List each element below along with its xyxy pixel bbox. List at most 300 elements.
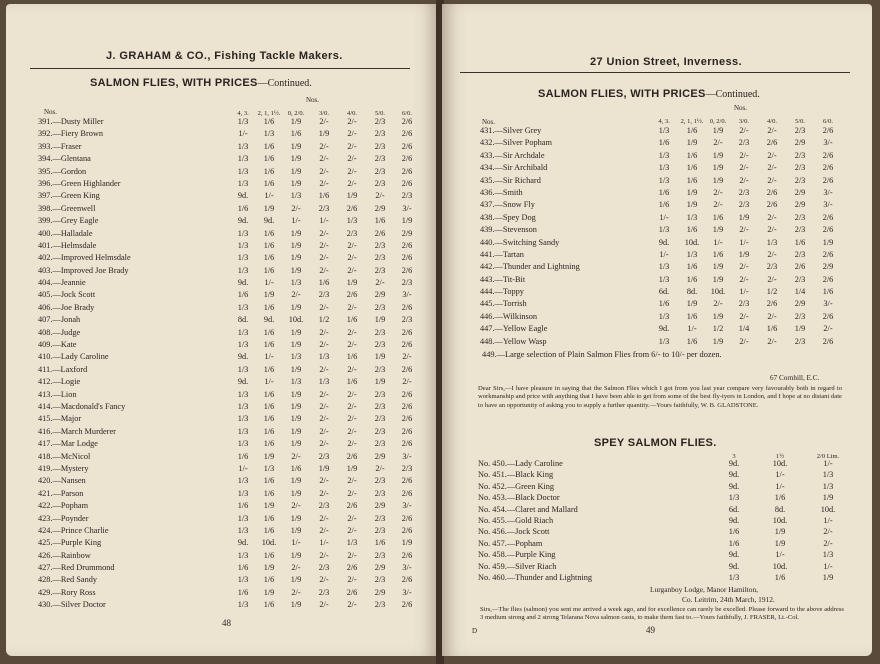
left-price-cell: 2/- [347, 141, 357, 151]
spey-price-cell: 1/3 [728, 493, 740, 503]
left-price-cell: 1/6 [263, 439, 275, 449]
left-price-cell: 1/6 [263, 327, 275, 337]
left-fly-title: —Mar Lodge [52, 439, 98, 449]
right-price-cell: 1/6 [712, 212, 724, 222]
spey-fly-name [478, 562, 556, 571]
right-price-cell: 1/9 [712, 163, 724, 173]
left-price-cell: 1/- [264, 191, 274, 201]
left-fly-number: 423. [38, 513, 53, 523]
right-fly-name [480, 200, 535, 209]
left-price-cell: 1/3 [237, 600, 249, 610]
table-row [480, 250, 872, 262]
spey-fly-number: No. 456. [478, 527, 507, 537]
left-nos-column-label: Nos. [44, 108, 58, 116]
right-section-title [538, 88, 760, 100]
right-fly-name [480, 312, 537, 321]
table-row [480, 126, 872, 138]
table-row [38, 266, 438, 278]
left-fly-number: 430. [38, 600, 53, 610]
left-price-cell: 2/3 [318, 587, 330, 597]
right-price-cell: 1/6 [712, 249, 724, 259]
right-fly-title: —Sir Richard [494, 175, 541, 185]
left-price-cell: 1/9 [290, 488, 302, 498]
left-price-cell: 2/- [319, 389, 329, 399]
left-price-cell: 1/3 [237, 265, 249, 275]
left-fly-title: —Jonah [52, 315, 81, 325]
left-price-cell: 2/3 [401, 463, 413, 473]
left-fly-number: 396. [38, 178, 53, 188]
right-fly-title: —Silver Grey [494, 126, 542, 135]
left-price-cell: 1/3 [290, 377, 302, 387]
left-price-cell: 2/3 [374, 401, 386, 411]
left-fly-title: —Improved Helmsdale [52, 253, 131, 263]
table-row [38, 328, 438, 340]
right-section-title-text: SALMON FLIES, WITH PRICES [538, 88, 706, 100]
left-price-cell: 1/3 [237, 439, 249, 449]
letter1-body: Dear Sirs,—I have pleasure in saying that the Salmon Flies which I got from you last year compare very favourably both in regard to workmanship and price with anything that I have been able to get from some of the best fly-tyers in London, and I hope at no distant date to have an opportunity of asking you to supply a further quantity.—Yours faithfully, W. B. GLADSTONE. [478, 385, 842, 409]
table-row [38, 315, 438, 327]
spey-price-cell: 1/- [823, 561, 833, 571]
left-fly-name [38, 266, 129, 275]
right-price-cell: 2/- [739, 336, 749, 346]
left-price-cell: 1/9 [346, 278, 358, 288]
left-fly-name [38, 452, 90, 461]
right-price-cell: 1/6 [658, 138, 670, 148]
letter2-address-line1: Lurganboy Lodge, Manor Hamilton, [650, 585, 759, 594]
left-price-cell: 1/3 [237, 488, 249, 498]
left-fly-name [38, 315, 80, 324]
right-fly-number: 437. [480, 200, 495, 210]
left-price-cell: 1/9 [290, 154, 302, 164]
left-price-cell: 1/6 [263, 265, 275, 275]
left-price-cell: 2/6 [401, 265, 413, 275]
left-size-header: 6/0. [402, 110, 412, 117]
left-price-cell: 2/3 [374, 525, 386, 535]
left-nos-group-label: Nos. [306, 96, 320, 104]
left-fly-name [38, 352, 109, 361]
spey-price-cell: 2/- [823, 538, 833, 548]
left-price-cell: 1/9 [263, 203, 275, 213]
left-price-cell: 1/9 [290, 414, 302, 424]
table-row [38, 154, 438, 166]
left-price-cell: 1/3 [237, 302, 249, 312]
table-row [38, 414, 438, 426]
left-price-cell: 2/- [347, 550, 357, 560]
left-price-cell: 2/- [347, 340, 357, 350]
left-price-cell: 1/6 [263, 117, 275, 126]
spey-fly-number: No. 460. [478, 572, 507, 582]
left-section-title [90, 77, 312, 89]
left-price-cell: 2/- [347, 439, 357, 449]
table-row [38, 167, 438, 179]
left-price-cell: 1/6 [263, 228, 275, 238]
table-row [478, 459, 870, 470]
right-price-cell: 1/6 [686, 262, 698, 272]
right-price-cell: 1/6 [794, 237, 806, 247]
spey-fly-title: —Purple King [506, 550, 556, 560]
left-fly-title: —March Murderer [52, 426, 116, 436]
right-fly-name [480, 337, 547, 346]
right-price-cell: 1/3 [658, 225, 670, 235]
left-fly-title: —Improved Joe Brady [52, 265, 129, 275]
left-price-cell: 3/- [402, 563, 412, 573]
spey-price-cell: 10d. [772, 515, 788, 525]
left-price-cell: 2/6 [401, 141, 413, 151]
right-price-cell: 1/- [659, 212, 669, 222]
right-price-cell: 1/9 [712, 311, 724, 321]
left-price-cell: 1/3 [263, 463, 275, 473]
left-price-cell: 2/3 [374, 154, 386, 164]
right-price-cell: 2/- [767, 225, 777, 235]
table-row [38, 439, 438, 451]
table-row [38, 402, 438, 414]
left-fly-name [38, 489, 83, 498]
left-price-cell: 2/3 [374, 265, 386, 275]
left-fly-title: —Silver Doctor [52, 600, 106, 610]
left-size-header: 4, 3. [237, 110, 249, 117]
left-price-cell: 1/3 [237, 513, 249, 523]
right-price-cell: 2/- [739, 126, 749, 135]
left-price-cell: 2/6 [401, 340, 413, 350]
left-page-number: 48 [222, 618, 231, 628]
right-price-cell: 1/3 [658, 336, 670, 346]
spey-fly-title: —Green King [506, 481, 555, 491]
left-price-cell: 2/- [347, 166, 357, 176]
spey-price-cell: 1/6 [728, 538, 740, 548]
left-price-cell: 2/- [319, 141, 329, 151]
spey-fly-title: —Claret and Mallard [506, 504, 578, 514]
table-row [478, 527, 870, 538]
left-price-cell: 2/6 [346, 290, 358, 300]
right-price-cell: 2/6 [822, 336, 834, 346]
right-price-cell: 1/9 [712, 126, 724, 135]
left-fly-number: 420. [38, 476, 53, 486]
right-price-cell: 1/- [659, 249, 669, 259]
right-price-cell: 2/- [823, 324, 833, 334]
left-price-cell: 1/9 [374, 377, 386, 387]
left-fly-name [38, 439, 98, 448]
right-price-cell: 2/3 [738, 299, 750, 309]
right-price-cell: 2/- [767, 175, 777, 185]
spey-title: SPEY SALMON FLIES. [594, 437, 717, 449]
left-fly-title: —Rainbow [52, 550, 91, 560]
left-price-cell: 1/9 [290, 228, 302, 238]
table-row [38, 290, 438, 302]
left-fly-title: —Jeannie [52, 278, 86, 288]
left-price-cell: 1/9 [318, 129, 330, 139]
table-row [38, 117, 438, 129]
left-price-cell: 1/9 [346, 463, 358, 473]
left-fly-number: 394. [38, 154, 53, 164]
left-fly-number: 407. [38, 315, 53, 325]
left-price-cell: 2/- [347, 426, 357, 436]
right-price-cell: 2/3 [794, 150, 806, 160]
right-nos-column-label: Nos. [482, 118, 496, 126]
left-price-cell: 1/3 [237, 253, 249, 263]
left-price-cell: 9d. [263, 315, 275, 325]
right-price-cell: 2/6 [822, 225, 834, 235]
left-price-cell: 1/6 [263, 488, 275, 498]
right-price-cell: 1/2 [766, 287, 778, 297]
right-price-cell: 2/- [713, 299, 723, 309]
table-row [38, 588, 438, 600]
right-price-cell: 2/6 [822, 249, 834, 259]
left-price-cell: 2/- [347, 253, 357, 263]
spey-fly-name [478, 459, 563, 468]
left-price-cell: 1/9 [374, 352, 386, 362]
left-price-cell: 2/9 [374, 587, 386, 597]
left-price-cell: 2/6 [401, 253, 413, 263]
right-price-cell: 1/3 [686, 249, 698, 259]
left-price-cell: 2/9 [374, 501, 386, 511]
right-fly-title: —Sir Archdale [494, 150, 545, 160]
spey-fly-title: —Gold Riach [506, 515, 554, 525]
table-row [480, 163, 872, 175]
right-price-cell: 2/6 [822, 126, 834, 135]
left-price-cell: 2/3 [374, 426, 386, 436]
right-price-cell: 1/9 [712, 175, 724, 185]
left-price-cell: 1/6 [263, 476, 275, 486]
left-fly-name [38, 216, 98, 225]
right-price-cell: 1/9 [794, 324, 806, 334]
left-price-cell: 1/6 [290, 129, 302, 139]
signature-mark: D [472, 627, 478, 635]
left-price-cell: 2/- [347, 154, 357, 164]
table-row [38, 303, 438, 315]
left-fly-title: —Green King [52, 191, 100, 201]
left-price-cell: 2/3 [318, 451, 330, 461]
table-row [38, 600, 438, 612]
left-price-cell: 1/9 [290, 340, 302, 350]
table-row [478, 493, 870, 504]
spey-price-cell: 1/9 [822, 493, 834, 503]
spey-price-cell: 1/- [775, 481, 785, 491]
left-price-cell: 1/6 [263, 525, 275, 535]
left-price-cell: 2/6 [346, 501, 358, 511]
left-fly-title: —Joe Brady [52, 302, 95, 312]
left-fly-name [38, 575, 97, 584]
spey-fly-name [478, 505, 578, 514]
right-price-cell: 2/9 [794, 138, 806, 148]
right-price-cell: 1/9 [822, 237, 834, 247]
right-price-cell: 1/3 [658, 175, 670, 185]
left-fly-number: 411. [38, 364, 53, 374]
table-row [38, 390, 438, 402]
left-fly-title: —Glentana [52, 154, 91, 164]
right-price-cell: 2/3 [738, 138, 750, 148]
left-price-cell: 1/6 [237, 290, 249, 300]
spey-price-cell: 9d. [728, 481, 740, 491]
left-price-cell: 1/9 [290, 600, 302, 610]
left-price-cell: 1/3 [237, 414, 249, 424]
left-fly-number: 401. [38, 240, 53, 250]
right-price-cell: 1/9 [686, 200, 698, 210]
left-price-cell: 9d. [263, 216, 275, 226]
left-price-cell: 2/9 [374, 203, 386, 213]
table-row [480, 299, 872, 311]
left-price-cell: 2/- [319, 513, 329, 523]
left-price-cell: 1/- [264, 352, 274, 362]
spey-price-cell: 9d. [728, 561, 740, 571]
left-section-title-text: SALMON FLIES, WITH PRICES [90, 77, 258, 89]
table-row [480, 238, 872, 250]
right-price-cell: 2/- [767, 126, 777, 135]
left-fly-name [38, 402, 125, 411]
left-price-cell: 1/9 [290, 389, 302, 399]
left-price-cell: 1/9 [290, 550, 302, 560]
right-fly-name [480, 250, 524, 259]
left-price-cell: 1/3 [237, 240, 249, 250]
left-price-cell: 1/6 [237, 563, 249, 573]
left-price-cell: 1/9 [263, 290, 275, 300]
left-price-cell: 2/- [347, 600, 357, 610]
left-price-cell: 2/3 [374, 513, 386, 523]
left-size-header: 3/0. [319, 110, 329, 117]
left-price-cell: 1/6 [318, 191, 330, 201]
left-fly-number: 425. [38, 538, 53, 548]
table-row [38, 489, 438, 501]
spey-fly-name [478, 573, 592, 582]
left-fly-number: 413. [38, 389, 53, 399]
spey-fly-number: No. 453. [478, 493, 507, 503]
left-price-cell: 1/3 [346, 216, 358, 226]
right-price-cell: 2/9 [794, 187, 806, 197]
left-price-cell: 2/- [347, 178, 357, 188]
right-price-cell: 2/6 [822, 163, 834, 173]
left-price-cell: 1/6 [237, 203, 249, 213]
left-price-cell: 1/9 [290, 439, 302, 449]
left-fly-number: 414. [38, 401, 53, 411]
left-fly-number: 395. [38, 166, 53, 176]
right-price-cell: 2/6 [822, 212, 834, 222]
left-fly-title: —Green Highlander [52, 178, 121, 188]
right-fly-title: —Toppy [494, 287, 524, 297]
left-fly-number: 404. [38, 278, 53, 288]
left-price-cell: 2/- [375, 191, 385, 201]
left-fly-name [38, 253, 131, 262]
left-price-cell: 1/- [319, 538, 329, 548]
left-price-cell: 2/6 [401, 240, 413, 250]
right-price-cell: 2/3 [794, 163, 806, 173]
left-price-cell: 2/3 [374, 389, 386, 399]
left-price-cell: 2/6 [401, 414, 413, 424]
spey-fly-title: —Jock Scott [506, 527, 550, 537]
left-fly-number: 406. [38, 302, 53, 312]
spey-price-cell: 6d. [728, 504, 740, 514]
left-price-cell: 1/6 [263, 253, 275, 263]
spey-fly-name [478, 550, 555, 559]
left-price-cell: 2/- [375, 278, 385, 288]
left-fly-number: 418. [38, 451, 53, 461]
spey-price-cell: 1/3 [822, 481, 834, 491]
table-row [38, 142, 438, 154]
left-price-cell: 1/3 [237, 389, 249, 399]
spey-fly-name [478, 539, 542, 548]
left-price-cell: 2/9 [374, 451, 386, 461]
spey-price-cell: 10d. [820, 504, 836, 514]
left-price-cell: 2/- [291, 501, 301, 511]
left-price-cell: 1/9 [290, 476, 302, 486]
left-price-cell: 2/6 [401, 364, 413, 374]
right-price-cell: 3/- [823, 138, 833, 148]
left-price-cell: 1/3 [237, 327, 249, 337]
right-fly-number: 441. [480, 249, 495, 259]
right-price-cell: 3/- [823, 187, 833, 197]
left-price-cell: 2/- [319, 154, 329, 164]
left-price-cell: 1/- [238, 129, 248, 139]
left-price-cell: 2/3 [374, 166, 386, 176]
table-row [480, 188, 872, 200]
left-price-cell: 1/6 [263, 389, 275, 399]
left-price-cell: 1/9 [290, 141, 302, 151]
left-price-cell: 2/3 [374, 340, 386, 350]
left-price-cell: 1/3 [237, 476, 249, 486]
right-price-cell: 10d. [684, 237, 700, 247]
left-fly-number: 419. [38, 463, 53, 473]
right-nos-group-label: Nos. [734, 104, 748, 112]
left-price-cell: 1/6 [374, 216, 386, 226]
left-price-cell: 2/- [347, 414, 357, 424]
right-fly-number: 447. [480, 324, 495, 334]
left-price-cell: 1/6 [263, 240, 275, 250]
right-price-cell: 6d. [658, 287, 670, 297]
table-row [480, 151, 872, 163]
spey-fly-number: No. 458. [478, 550, 507, 560]
right-price-cell: 2/- [739, 175, 749, 185]
right-price-cell: 2/9 [794, 299, 806, 309]
row-449-note: 449.—Large selection of Plain Salmon Flies from 6/- to 10/- per dozen. [482, 350, 722, 359]
left-price-cell: 1/3 [290, 352, 302, 362]
right-fly-number: 436. [480, 187, 495, 197]
left-fly-name [38, 303, 94, 312]
left-price-cell: 2/- [347, 117, 357, 126]
table-row [38, 575, 438, 587]
right-fly-number: 443. [480, 274, 495, 284]
table-row [478, 482, 870, 493]
right-price-cell: 1/6 [686, 163, 698, 173]
left-fly-title: —Red Drummond [52, 563, 115, 573]
right-fly-name [480, 299, 527, 308]
left-price-cell: 1/3 [237, 154, 249, 164]
right-price-cell: 2/3 [794, 274, 806, 284]
left-fly-number: 422. [38, 501, 53, 511]
left-price-cell: 2/- [291, 451, 301, 461]
left-price-cell: 1/- [264, 278, 274, 288]
left-price-cell: 1/9 [290, 240, 302, 250]
right-price-cell: 1/6 [686, 150, 698, 160]
spey-price-cell: 9d. [728, 515, 740, 525]
right-price-cell: 2/6 [794, 262, 806, 272]
spey-price-cell: 1/3 [822, 550, 834, 560]
left-fly-number: 415. [38, 414, 53, 424]
left-price-cell: 1/6 [374, 538, 386, 548]
left-fly-name [38, 191, 100, 200]
left-price-cell: 2/- [347, 401, 357, 411]
right-fly-title: —Yellow Eagle [494, 324, 548, 334]
right-price-cell: 2/- [767, 249, 777, 259]
right-price-cell: 2/3 [738, 200, 750, 210]
right-price-cell: 1/3 [766, 237, 778, 247]
table-row [38, 179, 438, 191]
left-price-cell: 2/- [375, 463, 385, 473]
spey-fly-number: No. 452. [478, 481, 507, 491]
left-price-cell: 2/3 [401, 191, 413, 201]
right-price-cell: 1/- [739, 287, 749, 297]
right-fly-number: 434. [480, 163, 495, 173]
table-row [480, 312, 872, 324]
left-fly-title: —Dusty Miller [52, 117, 104, 126]
left-price-cell: 2/- [319, 525, 329, 535]
